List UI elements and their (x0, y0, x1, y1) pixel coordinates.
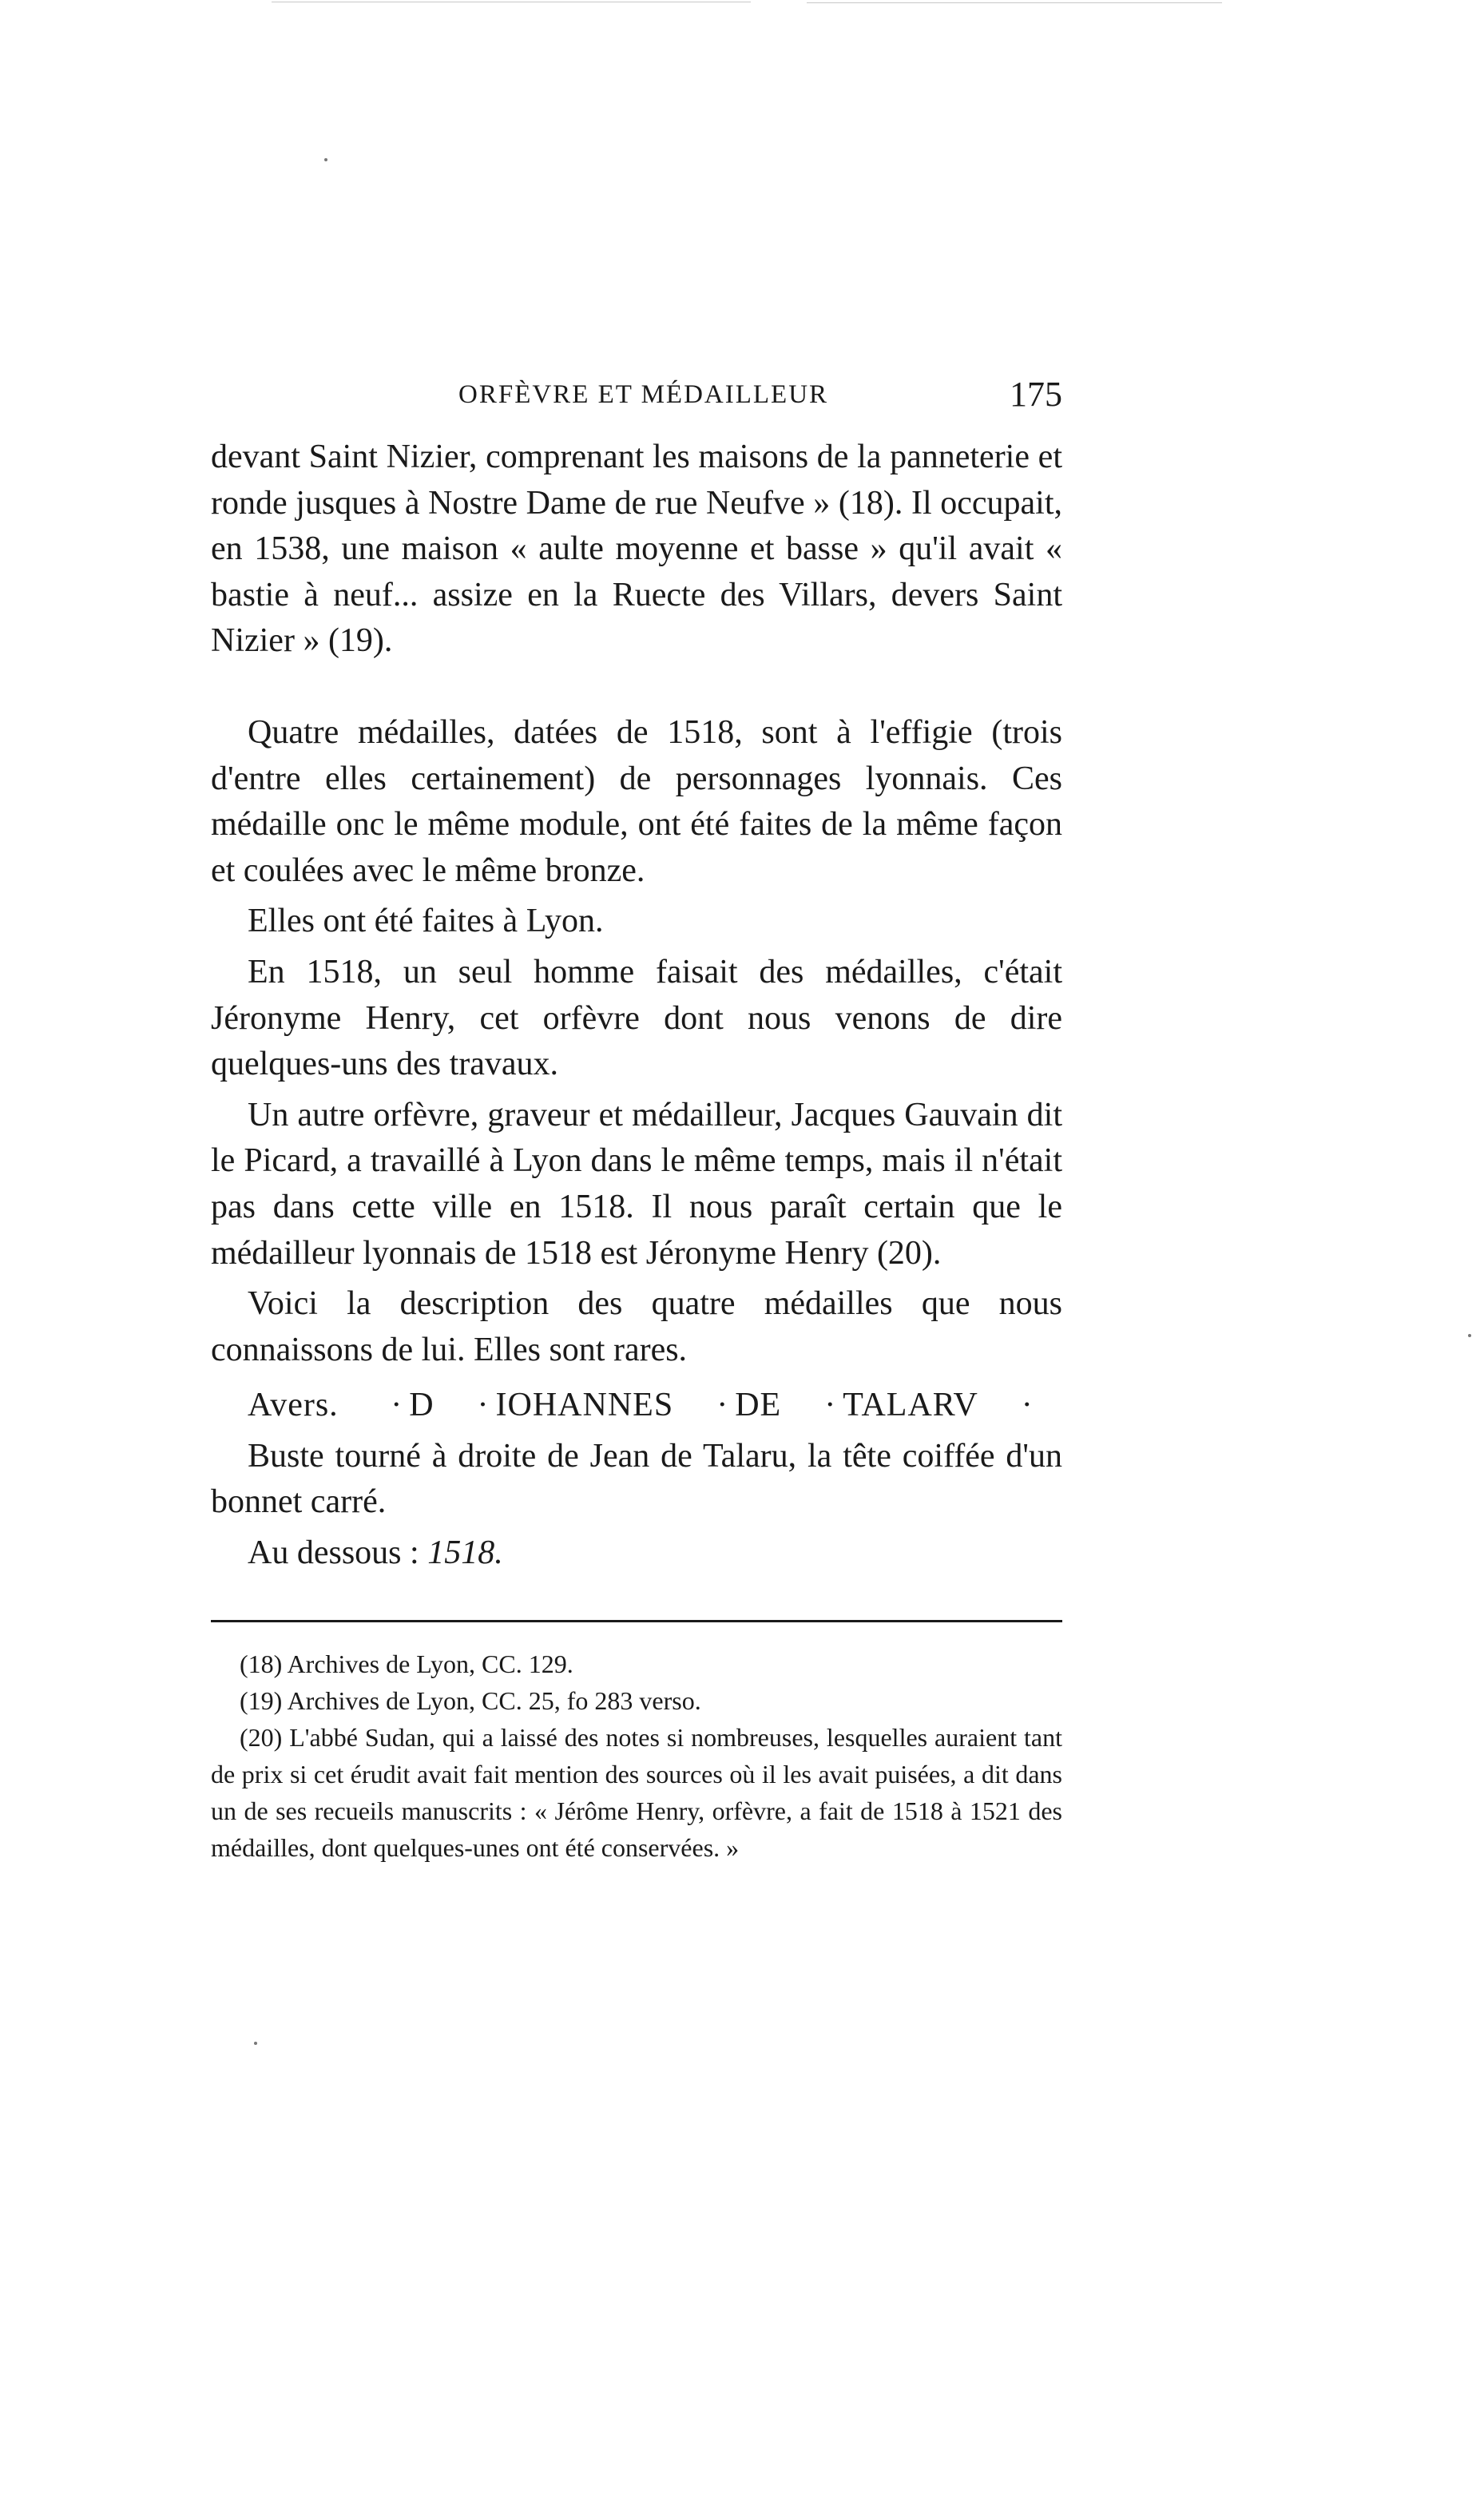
running-title: ORFÈVRE ET MÉDAILLEUR (458, 380, 829, 409)
legend-separator: · (1021, 1387, 1034, 1424)
scan-speck (1468, 1334, 1471, 1337)
medal-obverse-legend (211, 1383, 1062, 1429)
medal-date: 1518. (427, 1534, 503, 1572)
medal-date-line (211, 1530, 1062, 1577)
paragraph: Voici la description des quatre médailles que nous connaissons de lui. Elles sont rares. (211, 1285, 1062, 1368)
page-number: 175 (1010, 375, 1062, 414)
footnotes (211, 1645, 1062, 1866)
paragraph: Quatre médailles, datées de 1518, sont à l'effigie (trois d'entre elles certainement) de personnages lyonnais. Ces médaille onc le même module, ont été faites de la même façon et coulées avec le même bronze. (211, 713, 1062, 889)
footnote: (18) Archives de Lyon, CC. 129. (240, 1649, 573, 1678)
medal-description: Buste tourné à droite de Jean de Talaru, la tête coiffée d'un bonnet carré. (211, 1437, 1062, 1521)
legend-separator: · (391, 1387, 403, 1424)
below-label: Au dessous : (248, 1534, 419, 1572)
legend-word: IOHANNES (495, 1387, 674, 1424)
footnote-rule (211, 1620, 1062, 1622)
legend-separator: · (477, 1387, 490, 1424)
avers-label: Avers. (248, 1387, 339, 1424)
legend-separator: · (716, 1387, 729, 1424)
footnote: (20) L'abbé Sudan, qui a laissé des notes si nombreuses, lesquelles auraient tant de prix si cet érudit avait fait mention des sources où il les avait puisées, a dit dans un de ses recueils manuscrits : « Jérôme Henry, orfèvre, a fait de 1518 à 1521 des médailles, dont quelques-unes ont été conservées. » (211, 1723, 1062, 1862)
paragraph: devant Saint Nizier, comprenant les maisons de la panneterie et ronde jusques à Nostre Dame de rue Neufve » (18). Il occupait, en 1538, une maison « aulte moyenne et basse » qu'il avait « bastie à neuf... assize en la Ruecte des Villars, devers Saint Nizier » (19). (211, 439, 1062, 660)
legend-word: TALARV (843, 1387, 978, 1424)
legend-word: D (409, 1387, 434, 1424)
page-header (211, 374, 1062, 422)
paragraph: Un autre orfèvre, graveur et médailleur, Jacques Gauvain dit le Picard, a travaillé à Lyon dans le même temps, mais il n'était pas dans cette ville en 1518. Il nous paraît certain que le médailleur lyonnais de 1518 est Jéronyme Henry (20). (211, 1096, 1062, 1272)
legend-word: DE (735, 1387, 782, 1424)
paragraph: Elles ont été faites à Lyon. (248, 903, 604, 940)
footnote: (19) Archives de Lyon, CC. 25, fo 283 verso. (240, 1686, 701, 1715)
paragraph: En 1518, un seul homme faisait des médailles, c'était Jéronyme Henry, cet orfèvre dont nous venons de dire quelques-uns des travaux. (211, 953, 1062, 1083)
scan-edge-line (807, 2, 1222, 3)
main-text (211, 435, 1062, 1577)
legend-separator: · (824, 1387, 837, 1424)
scan-speck (324, 158, 327, 161)
scan-speck (254, 2042, 257, 2045)
